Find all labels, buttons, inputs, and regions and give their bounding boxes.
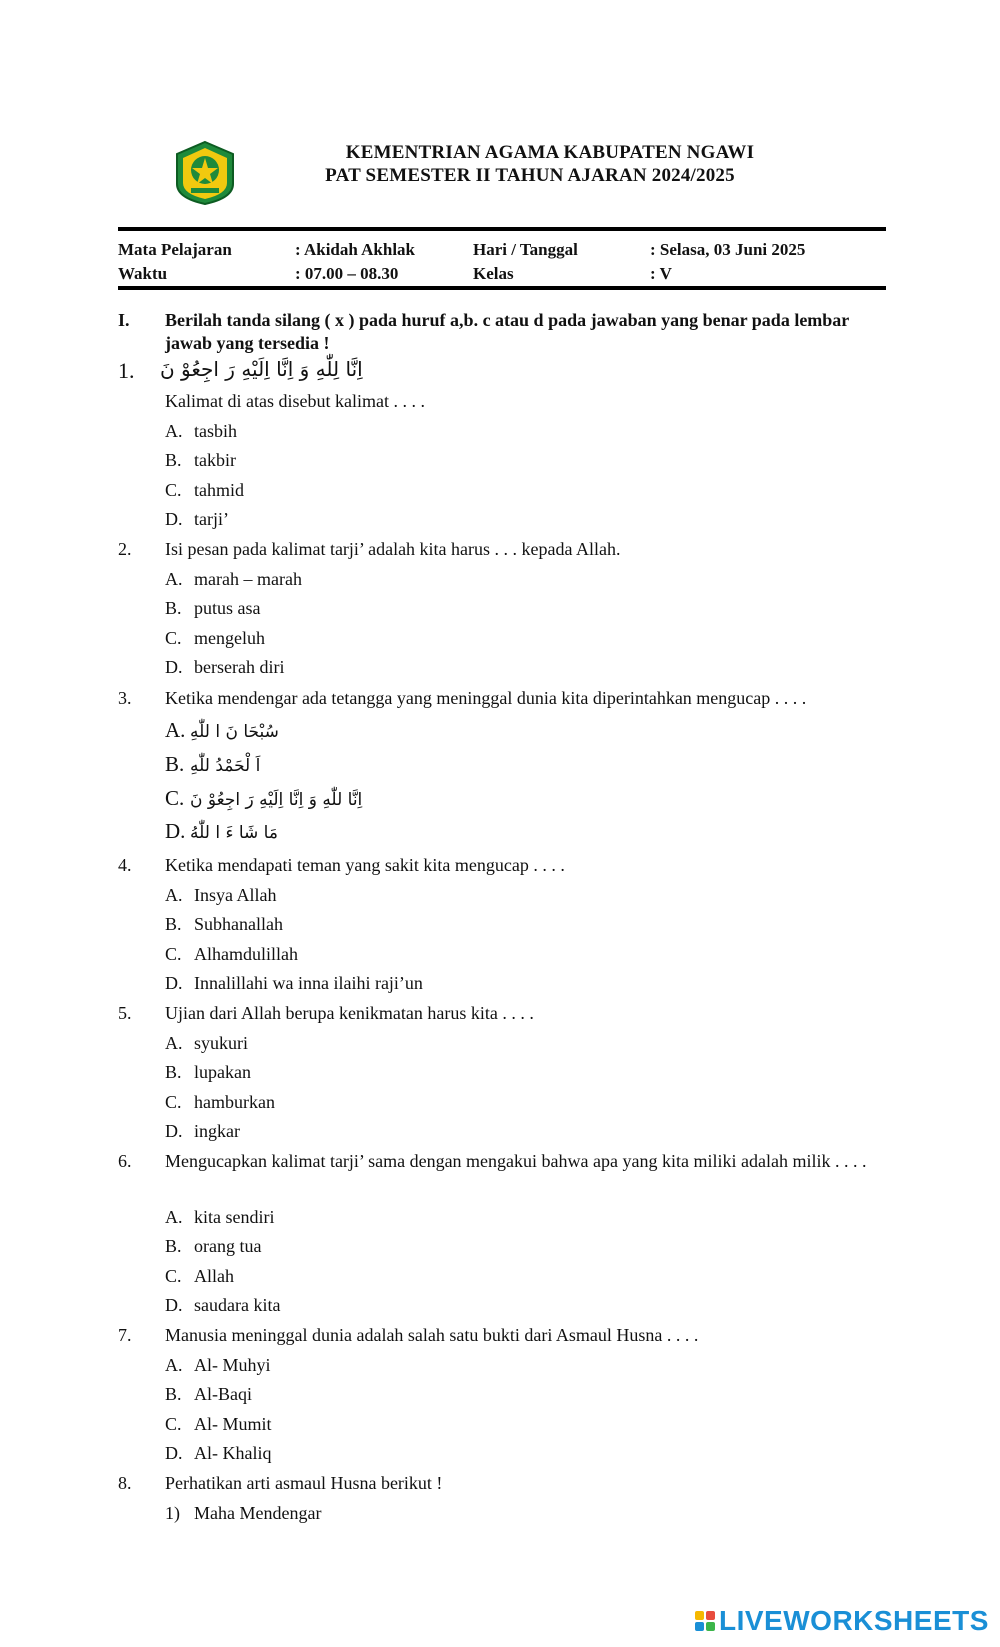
option-letter: B. [165,1062,182,1082]
option-text: ingkar [194,1121,240,1141]
question-text: Ujian dari Allah berupa kenikmatan harus kita . . . . [165,1003,534,1023]
option-item[interactable] [165,1384,252,1405]
option-text: Insya Allah [194,885,277,905]
option-text: tahmid [194,480,244,500]
option-letter: C. [165,786,185,810]
option-letter: B. [165,1236,182,1256]
option-text: kita sendiri [194,1207,275,1227]
option-letter: A. [165,1033,183,1053]
option-letter: A. [165,569,183,589]
list-marker: 1) [165,1503,180,1523]
section-number: I. [118,310,130,330]
option-letter: B. [165,914,182,934]
option-item[interactable] [165,885,277,906]
option-text: berserah diri [194,657,285,677]
option-text: Al- Khaliq [194,1443,272,1463]
option-letter: D. [165,1443,183,1463]
question-number: 4. [118,855,132,875]
liveworksheets-watermark [695,1606,989,1636]
option-item[interactable] [165,973,423,994]
option-letter: B. [165,450,182,470]
option-item[interactable] [165,1295,280,1316]
option-letter: A. [165,885,183,905]
option-text: Alhamdulillah [194,944,298,964]
day-label: Hari / Tanggal [473,240,578,259]
option-item[interactable] [165,1236,261,1257]
option-item[interactable] [165,1355,271,1376]
option-arabic-text: سُبْحَا نَ ا للّٰهِ [190,722,279,742]
option-text: hamburkan [194,1092,275,1112]
question-number: 6. [118,1151,132,1171]
option-letter: D. [165,657,183,677]
option-text: putus asa [194,598,261,618]
option-text: lupakan [194,1062,251,1082]
option-letter: C. [165,1266,182,1286]
header-title-line1: KEMENTRIAN AGAMA KABUPATEN NGAWI [345,142,755,163]
list-item-text: Maha Mendengar [194,1503,322,1523]
class-value: : V [650,264,672,283]
option-item[interactable] [165,1266,234,1287]
option-text: mengeluh [194,628,265,648]
option-text: Subhanallah [194,914,283,934]
option-letter: D. [165,1121,183,1141]
header-divider-bottom [118,286,886,290]
option-letter: A. [165,1355,183,1375]
option-item[interactable] [165,509,229,530]
option-item[interactable] [165,914,283,935]
option-text: orang tua [194,1236,262,1256]
option-text: tarji’ [194,509,229,529]
question-text: Manusia meninggal dunia adalah salah satu bukti dari Asmaul Husna . . . . [165,1325,699,1345]
section-instruction: Berilah tanda silang ( x ) pada huruf a,b. c atau d pada jawaban yang benar pada lembar jawab yang tersedia ! [165,310,849,353]
option-letter: D. [165,973,183,993]
option-item[interactable] [165,421,237,442]
time-value: : 07.00 – 08.30 [295,264,399,283]
list-item [165,1503,321,1524]
option-text: Al- Muhyi [194,1355,271,1375]
option-item[interactable] [165,786,362,811]
option-text: takbir [194,450,236,470]
option-item[interactable] [165,1443,271,1464]
option-arabic-text: مَا شَا ءَ ا للّٰهُ [190,823,278,843]
option-text: Al-Baqi [194,1384,252,1404]
option-letter: B. [165,598,182,618]
option-text: syukuri [194,1033,248,1053]
header-divider-top [118,227,886,231]
option-text: marah – marah [194,569,302,589]
option-letter: A. [165,1207,183,1227]
option-item[interactable] [165,598,261,619]
option-item[interactable] [165,1414,272,1435]
option-item[interactable] [165,1092,275,1113]
class-label: Kelas [473,264,514,283]
header-title-line2: PAT SEMESTER II TAHUN AJARAN 2024/2025 [325,165,735,186]
option-letter: C. [165,628,182,648]
option-item[interactable] [165,480,244,501]
option-text: Al- Mumit [194,1414,272,1434]
question-arabic-text: اِنَّا لِلّٰهِ وَ اِنَّا اِلَيْهِ رَ اجِعُوْ نَ [160,357,363,381]
option-letter: D. [165,819,186,843]
option-item[interactable] [165,1121,240,1142]
subject-value: : Akidah Akhlak [295,240,416,259]
time-label: Waktu [118,264,168,283]
question-text: Ketika mendengar ada tetangga yang meninggal dunia kita diperintahkan mengucap . . . . [165,688,807,708]
watermark-text: LIVEWORKSHEETS [719,1605,989,1636]
day-value: : Selasa, 03 Juni 2025 [650,240,806,259]
option-item[interactable] [165,1062,251,1083]
option-letter: D. [165,1295,183,1315]
option-text: Innalillahi wa inna ilaihi raji’un [194,973,423,993]
option-item[interactable] [165,752,260,777]
question-text: Kalimat di atas disebut kalimat . . . . [165,391,425,411]
question-text: Isi pesan pada kalimat tarji’ adalah kita harus . . . kepada Allah. [165,539,621,559]
option-arabic-text: اِنَّا للّٰهِ وَ اِنَّا اِلَيْهِ رَ اجِعُوْ نَ [190,790,363,810]
subject-label: Mata Pelajaran [118,240,232,259]
option-text: Allah [194,1266,234,1286]
question-number: 2. [118,539,132,559]
question-number: 3. [118,688,132,708]
liveworksheets-logo-icon [695,1611,715,1631]
option-item[interactable] [165,1207,274,1228]
option-item[interactable] [165,718,279,743]
option-item[interactable] [165,944,298,965]
option-text: saudara kita [194,1295,281,1315]
question-number: 5. [118,1003,132,1023]
option-item[interactable] [165,657,284,678]
option-letter: B. [165,1384,182,1404]
option-item[interactable] [165,1033,248,1054]
question-number: 1. [118,358,135,383]
option-letter: D. [165,509,183,529]
question-number: 7. [118,1325,132,1345]
question-text: Perhatikan arti asmaul Husna berikut ! [165,1473,443,1493]
option-item[interactable] [165,819,278,844]
option-letter: C. [165,480,182,500]
option-letter: A. [165,421,183,441]
question-text: Ketika mendapati teman yang sakit kita mengucap . . . . [165,855,565,875]
option-letter: C. [165,1092,182,1112]
question-text: Mengucapkan kalimat tarji’ sama dengan mengakui bahwa apa yang kita miliki adalah milik . . . . [165,1151,867,1171]
option-letter: B. [165,752,185,776]
option-letter: C. [165,944,182,964]
option-arabic-text: اَ لْحَمْدُ للّٰهِ [190,756,261,776]
option-letter: C. [165,1414,182,1434]
option-item[interactable] [165,628,265,649]
option-item[interactable] [165,569,302,590]
option-item[interactable] [165,450,236,471]
option-letter: A. [165,718,186,742]
option-text: tasbih [194,421,237,441]
question-number: 8. [118,1473,132,1493]
